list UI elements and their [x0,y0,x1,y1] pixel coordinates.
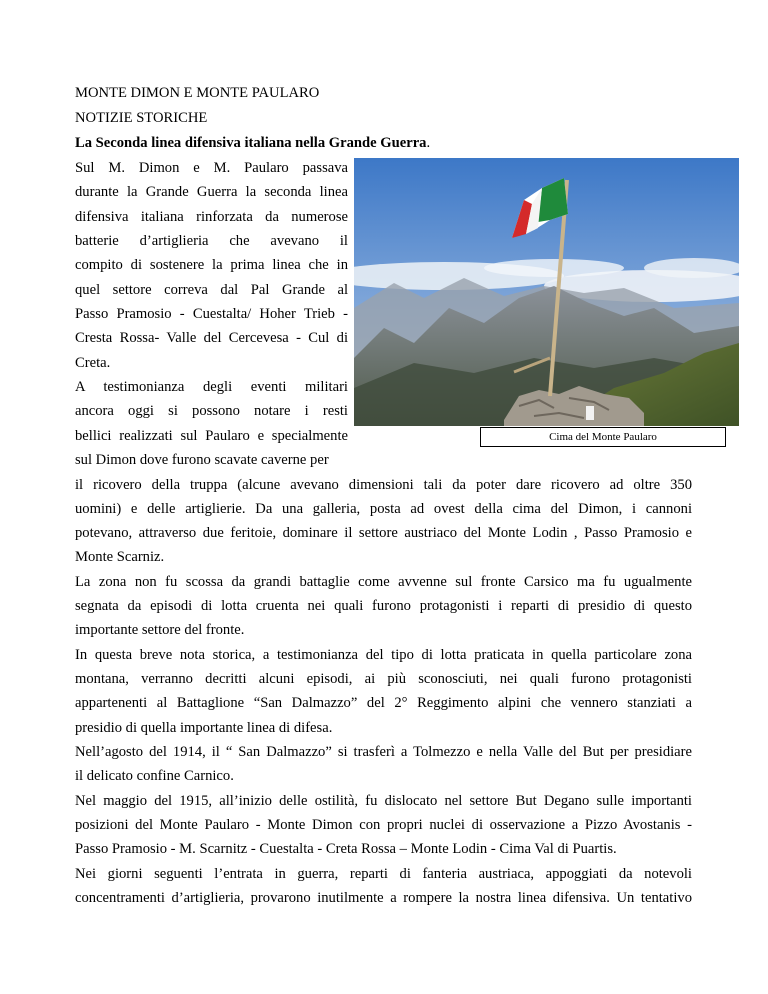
paragraph-line: sul Dimon dove furono scavate caverne per [75,452,329,468]
paragraph-line: Nei giorni seguenti l’entrata in guerra, reparti di fanteria austriaca, appoggiati da notevoli [75,866,692,882]
paragraph-line: Creta. [75,355,111,371]
paragraph-line: difensiva italiana rinforzata da numerose [75,209,348,225]
paragraph-line: Sul M. Dimon e M. Paularo passava [75,160,348,176]
paragraph-line: bellici realizzati sul Paularo e specialmente [75,428,348,444]
paragraph-line: Monte Scarniz. [75,549,165,565]
paragraph-line: Passo Pramosio - Cuestalta/ Hoher Trieb - [75,306,348,322]
paragraph-line: La zona non fu scossa da grandi battaglie come avvenne sul fronte Carsico ma fu ugualmente [75,574,692,590]
section-heading [75,134,430,152]
paragraph-line: posizioni del Monte Paularo - Monte Dimon con propri nuclei di osservazione a Pizzo Avostanis - [75,817,692,833]
paragraph-line: A testimonianza degli eventi militari [75,379,348,395]
summit-photo-illustration [354,158,739,426]
document-subtitle: NOTIZIE STORICHE [75,110,208,126]
paragraph-line: il ricovero della truppa (alcune avevano dimensioni tali da poter dare ricovero ad oltre 350 [75,477,692,493]
paragraph-line: uomini) e delle artiglierie. Da una galleria, posta ad ovest della cima del Dimon, i cannoni [75,501,692,517]
section-heading-suffix: . [426,135,431,151]
paragraph-line: In questa breve nota storica, a testimonianza del tipo di lotta praticata in quella particolare zona [75,647,692,663]
summit-photo [354,158,739,426]
document-title: MONTE DIMON E MONTE PAULARO [75,85,320,101]
paragraph-line: montana, verranno decritti alcuni episodi, ai più sconosciuti, nei quali furono protagonisti [75,671,692,687]
photo-caption: Cima del Monte Paularo [480,427,726,447]
paragraph-line: batterie d’artiglieria che avevano il [75,233,348,249]
paragraph-line: Passo Pramosio - M. Scarnitz - Cuestalta - Creta Rossa – Monte Lodin - Cima Val di Puartis. [75,841,617,857]
paragraph-line: Nell’agosto del 1914, il “ San Dalmazzo” si trasferì a Tolmezzo e nella Valle del But per presidiare [75,744,692,760]
paragraph-line: quel settore correva dal Pal Grande al [75,282,348,298]
paragraph-line: potevano, attraverso due feritoie, dominare il settore austriaco del Monte Lodin , Passo Pramosio e [75,525,692,541]
paragraph-line: importante settore del fronte. [75,622,245,638]
paragraph-line: concentramenti d’artiglieria, provarono inutilmente a rompere la nostra linea difensiva. Un tentativo [75,890,692,906]
paragraph-line: segnata da episodi di lotta cruenta nei quali furono protagonisti i reparti di presidio di questo [75,598,692,614]
paragraph-line: ancora oggi si possono notare i resti [75,403,348,419]
paragraph-line: presidio di quella importante linea di difesa. [75,720,333,736]
paragraph-line: compito di sostenere la prima linea che in [75,257,348,273]
paragraph-line: Cresta Rossa- Valle del Cercevesa - Cul di [75,330,348,346]
paragraph-line: Nel maggio del 1915, all’inizio delle ostilità, fu dislocato nel settore But Degano sulle importanti [75,793,692,809]
paragraph-line: durante la Grande Guerra la seconda linea [75,184,348,200]
paragraph-line: il delicato confine Carnico. [75,768,234,784]
paragraph-line: appartenenti al Battaglione “San Dalmazzo” del 2° Reggimento alpini che vennero stanziati a [75,695,692,711]
section-heading-text: La Seconda linea difensiva italiana nella Grande Guerra [75,135,427,151]
